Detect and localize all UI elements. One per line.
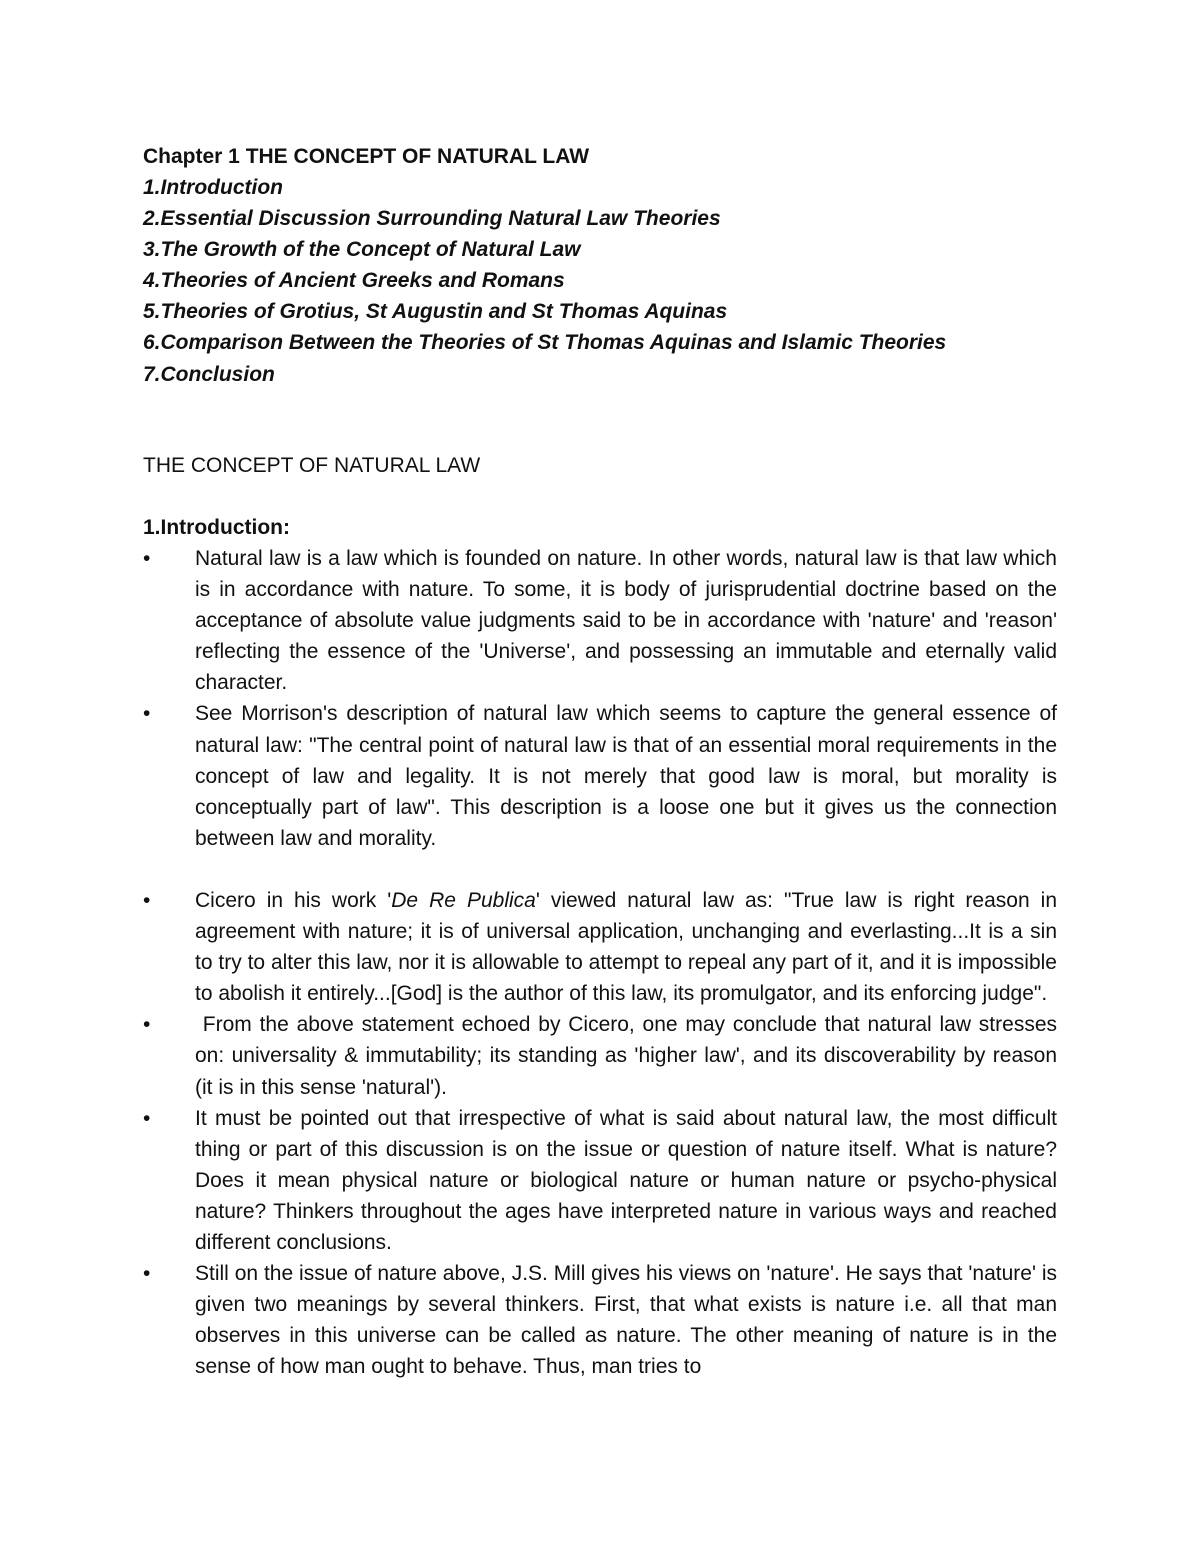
introduction-bullets	[143, 543, 1057, 1382]
bullet-text: It must be pointed out that irrespective of what is said about natural law, the most difficult thing or part of this discussion is on the issue or question of nature itself. What is nature? Does it mean physical nature or biological nature or human nature or psycho-physical nature? Thinkers throughout the ages have interpreted nature in various ways and reached different conclusions.	[195, 1106, 1057, 1254]
table-of-contents	[143, 172, 1057, 390]
bullet-item	[143, 1009, 1057, 1102]
toc-item: 7.Conclusion	[143, 362, 275, 386]
bullet-icon: •	[143, 702, 151, 726]
toc-item: 6.Comparison Between the Theories of St Thomas Aquinas and Islamic Theories	[143, 331, 947, 355]
bullet-icon: •	[143, 547, 151, 570]
toc-item: 1.Introduction	[143, 176, 283, 199]
bullet-text: Natural law is a law which is founded on nature. In other words, natural law is that law which is in accordance with nature. To some, it is body of jurisprudential doctrine based on the acceptance of absolute value judgments said to be in accordance with 'nature' and 'reason' reflecting the essence of the 'Universe', and possessing an immutable and eternally valid character.	[195, 547, 1057, 695]
bullet-text-content: From the above statement echoed by Cicero, one may conclude that natural law stresses on: universality & immutability; its standing as 'higher law', and its discoverability by reason (it is in this sense 'natural').	[195, 1013, 1057, 1099]
bullet-item	[143, 698, 1057, 853]
introduction-heading: 1.Introduction:	[143, 516, 290, 539]
bullet-icon: •	[143, 1013, 151, 1037]
document-page	[143, 141, 1058, 1379]
bullet-item	[143, 543, 1057, 698]
bullet-text-cicero	[195, 889, 1057, 1005]
bullet-item	[143, 885, 1057, 1009]
section-heading: THE CONCEPT OF NATURAL LAW	[143, 454, 481, 477]
bullet-icon: •	[143, 1262, 151, 1286]
bullet-text: See Morrison's description of natural law which seems to capture the general essence of natural law: "The central point of natural law is that of an essential moral requirements in the concept of law and legality. It is not merely that good law is moral, but morality is conceptually part of law". This description is a loose one but it gives us the connection between law and morality.	[195, 702, 1057, 850]
toc-item: 5.Theories of Grotius, St Augustin and St Thomas Aquinas	[143, 300, 728, 324]
bullet-text: Still on the issue of nature above, J.S. Mill gives his views on 'nature'. He says that 'nature' is given two meanings by several thinkers. First, that what exists is nature i.e. all that man observes in this universe can be called as nature. The other meaning of nature is in the sense of how man ought to behave. Thus, man tries to	[195, 1262, 1057, 1379]
bullet-icon: •	[143, 1106, 151, 1130]
bullet-text	[195, 1013, 1057, 1098]
bullet-icon: •	[143, 888, 151, 912]
cicero-text-before: Cicero in his work '	[195, 888, 392, 912]
toc-item: 2.Essential Discussion Surrounding Natural Law Theories	[143, 207, 721, 231]
toc-item: 4.Theories of Ancient Greeks and Romans	[143, 269, 565, 293]
bullet-item	[143, 1258, 1057, 1382]
toc-item: 3.The Growth of the Concept of Natural Law	[143, 238, 581, 262]
bullet-item	[143, 1103, 1057, 1258]
chapter-title: Chapter 1 THE CONCEPT OF NATURAL LAW	[143, 145, 590, 168]
cicero-text-after: ' viewed natural law as: "True law is right reason in agreement with nature; it is of universal application, unchanging and everlasting...It is a sin to try to alter this law, nor it is allowable to attempt to repeal any part of it, and it is impossible to abolish it entirely...[God] is the author of this law, its promulgator, and its enforcing judge".	[195, 888, 1058, 1006]
work-title: De Re Publica	[391, 888, 536, 912]
